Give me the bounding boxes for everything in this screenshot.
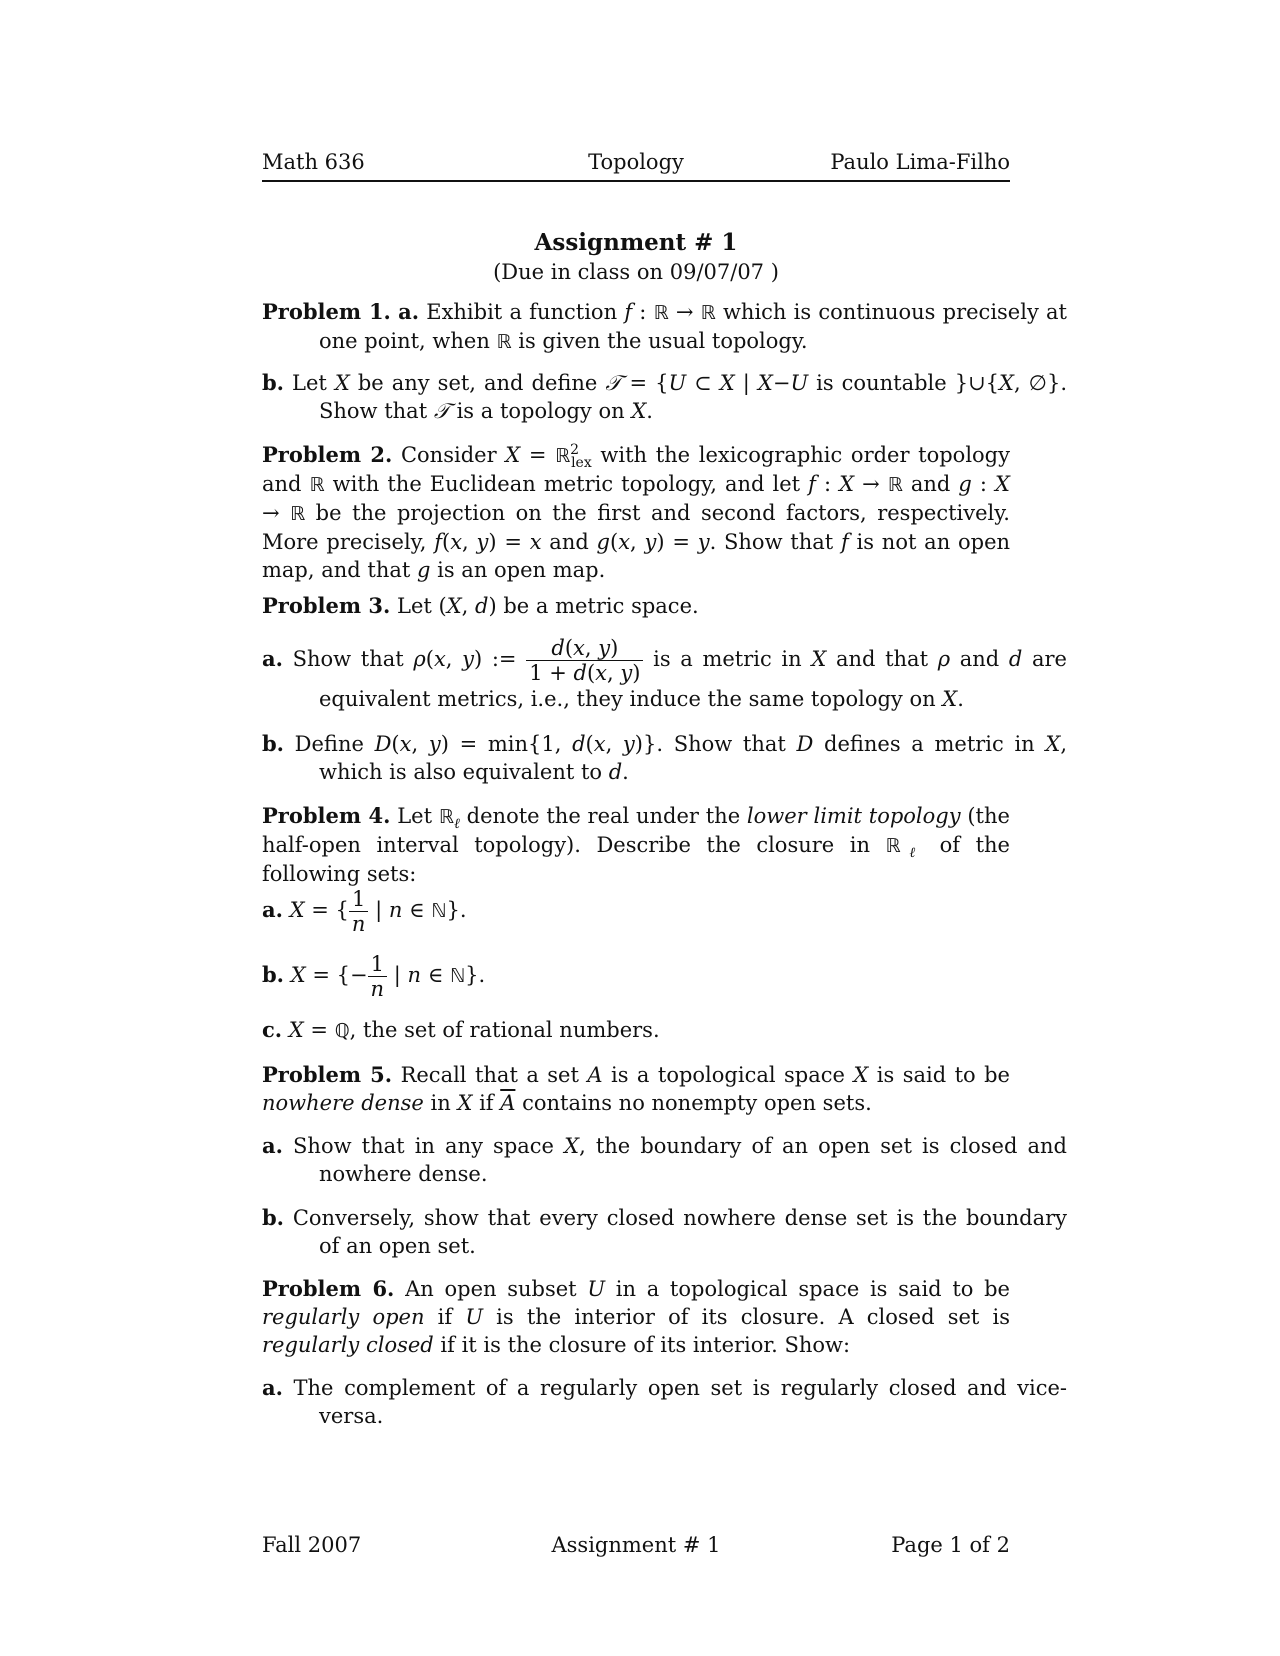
problem-6-text: An open subset U in a topological space is said to be regularly open if U is the interior of its closure. A closed set is regularly closed if it is the closure of its interior. Show: [262,1277,1010,1357]
document-page [262,0,1067,1656]
problem-6-label: Problem 6. [262,1276,395,1301]
problem-3b-text: Define D(x, y) = min{1, d(x, y)}. Show that D defines a metric in X, which is also equivalent to d. [294,732,1067,784]
page-title: Assignment # 1 [534,229,738,256]
page-header [262,148,1010,182]
problem-4-label: Problem 4. [262,803,391,828]
problem-5-text: Recall that a set A is a topological space X is said to be nowhere dense in X if $\overline{A}$ contains no nonempty open sets. [262,1063,1010,1115]
problem-1a-label: a. [398,299,420,324]
problem-4c-text: X = ℚ, the set of rational numbers. [288,1018,660,1042]
problem-1-label: Problem 1. [262,299,391,324]
fraction: $\frac{d(x, y)}{1 + d(x, y)}$ [526,636,643,685]
problem-4a-label: a. [262,897,283,922]
problem-3a [262,636,1067,713]
problem-4-text: Let ℝ$_\ell$ denote the real under the lower limit topology (the half-open interval topology). Describe the closure in ℝ$_\ell$ of the following sets: [262,804,1010,886]
problem-4b [262,952,1010,1001]
problem-6a-label: a. [262,1375,283,1400]
problem-5 [262,1061,1010,1117]
problem-4a-text: X = { $\frac{1}{n}$ | n ∈ ℕ}. [289,887,467,936]
problem-3 [262,592,1010,620]
problem-4a [262,887,1010,936]
problem-1b-text: Let X be any set, and define 𝒯 = {U ⊂ X | X−U is countable }∪{X, ∅}. Show that 𝒯 is a topology on X. [292,371,1067,423]
footer-page-number: Page 1 of 2 [891,1533,1010,1557]
problem-2-label: Problem 2. [262,442,393,467]
problem-5-label: Problem 5. [262,1062,393,1087]
problem-6a [262,1374,1067,1430]
problem-2 [262,441,1010,584]
problem-5a-text: Show that in any space X, the boundary of an open set is closed and nowhere dense. [293,1134,1067,1186]
header-instructor: Paulo Lima-Filho [830,150,1010,174]
problem-4b-label: b. [262,962,284,987]
problem-5a [262,1132,1067,1188]
problem-1b-label: b. [262,370,284,395]
problem-4c [262,1016,1010,1045]
problem-3a-label: a. [262,646,283,671]
problem-6 [262,1275,1010,1359]
footer-center: Assignment # 1 [551,1533,721,1557]
problem-1a [262,298,1067,356]
problem-6a-text: The complement of a regularly open set is regularly closed and vice-versa. [293,1376,1067,1428]
problem-4c-label: c. [262,1017,283,1042]
due-date: (Due in class on 09/07/07 ) [493,260,779,284]
problem-3-label: Problem 3. [262,593,391,618]
problem-5a-label: a. [262,1133,283,1158]
problem-5b-label: b. [262,1205,284,1230]
problem-4 [262,802,1010,888]
problem-1a-text: Exhibit a function f : ℝ → ℝ which is continuous precisely at one point, when ℝ is given the usual topology. [319,300,1067,353]
problem-5b-text: Conversely, show that every closed nowhere dense set is the boundary of an open set. [292,1206,1067,1258]
problem-3b-label: b. [262,731,284,756]
page-footer [262,1533,1010,1561]
problem-3b [262,730,1067,786]
problem-3-intro: Let (X, d) be a metric space. [397,594,699,618]
problem-3a-text: Show that ρ(x, y) := $\frac{d(x, y)}{1 + d(x, y)}$ is a metric in X and that ρ and d are equivalent metrics, i.e., they induce the same topology on X. [292,636,1067,711]
problem-2-text: Consider X = ℝ$^2_{lex}$ with the lexicographic order topology and ℝ with the Euclidean metric topology, and let f : X → ℝ and g : X → ℝ be the projection on the first and second factors, respectively. More precisely, f(x, y) = x and g(x, y) = y. Show that f is not an open map, and that g is an open map. [262,442,1011,582]
problem-4b-text: X = {− $\frac{1}{n}$ | n ∈ ℕ}. [290,952,486,1001]
footer-term: Fall 2007 [262,1533,362,1557]
header-subject: Topology [588,150,684,174]
problem-5b [262,1204,1067,1260]
problem-1b [262,369,1067,425]
header-course: Math 636 [262,150,365,174]
